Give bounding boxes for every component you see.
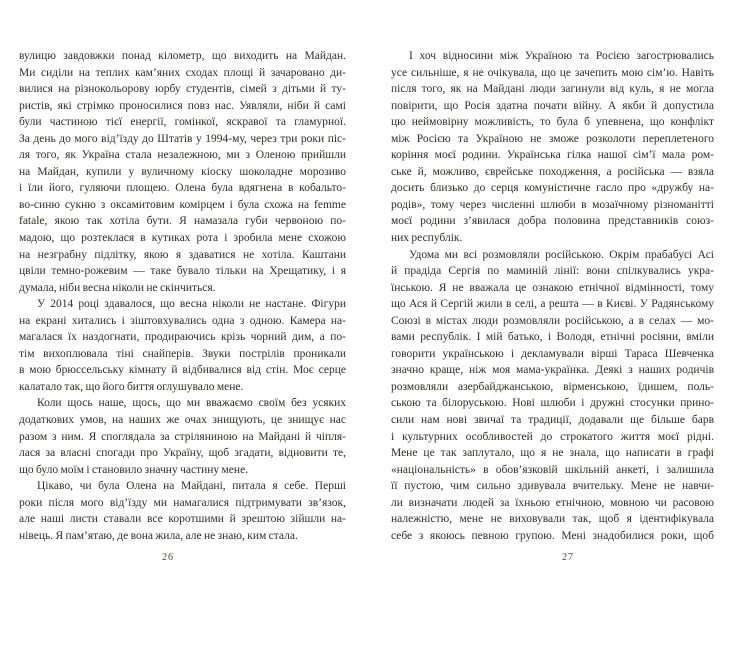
text-line: на незграбну підлітку, якою я здаватися не хотіла. Каштани [19,248,346,261]
text-line: моєї родини з’явилася добра половина представників союз- [391,215,714,228]
text-line: Союзі в містах люди розмовляли російською, а в селах — мо- [391,314,714,327]
text-line: Коли щось наше, щось, що ми вважаємо своїм без усяких [37,397,346,410]
text-line: що було моїм і становило значну частину мене. [19,463,249,476]
text-line: Удома ми всі розмовляли російською. Окрім прабабусі Асі [409,248,714,261]
text-line: нівець. Я пам’ятаю, де вона жила, але не знаю, ким стала. [19,529,298,542]
text-line: Ми сиділи на теплих кам’яних сходах площі й зачаровано ди- [19,66,346,79]
text-line: сили нам нові звичаї та традиції, додавали ще більше барв [391,414,714,427]
text-line: розмовляли азербайджанською, вірменською, їдишем, поль- [391,380,714,393]
text-line: значно краще, ніж моя мама-українка. Деякі з наших родичів [391,364,714,377]
text-line: додаткових умов, на наших же очах знищують, це знищує нас [19,414,346,427]
text-line: вулицю завдовжки понад кілометр, що виходить на Майдан. [19,50,346,62]
text-line: лася за власні спогади про Україну, щоб згадати, відновити те, [19,447,346,460]
text-line: ристів, які стрімко проносилися повз нас. Уявляли, ніби й самі [19,99,346,112]
text-line: во-синю сукню з оксамитовим комірцем і була схожа на femme [19,198,346,211]
text-line: її пустою, чим сильно здивувала вчительку. Мене не навчи- [391,480,714,493]
text-line: калатало так, що його биття оглушувало мене. [19,380,244,393]
text-line: на Майдан, купили у вуличному кіоску шоколадне морозиво [19,165,346,178]
text-line: на екрані хитались і зіштовхувались одна з одною. Камера на- [19,314,346,327]
text-line: належністю, мене не виховували так, щоб я ідентифікувала [391,513,714,526]
page-text-right [391,48,714,544]
text-line: родів», тому через численні шлюби в мозаїчному різноманітті [391,198,714,211]
text-line: роки після мого від’їзду ми намагалися підтримувати зв’язок, [19,496,346,509]
text-line: думала, ніби весна ніколи не скінчиться. [19,281,216,294]
text-line: разом з ним. Я споглядала за стріляниною на Майдані й чіпля- [19,430,346,443]
text-line: між Росією та Україною не зможе розколоти переплетеного [391,132,714,145]
text-line: ське й, можливо, єврейське походження, а російська — взяла [391,165,714,178]
text-line: були частиною тієї енергії, гомінкої, яскравої та гламурної. [19,116,346,129]
page-number-left: 26 [162,552,174,563]
text-line: і їли його, гуляючи площею. Олена була вдягнена в кобальто- [19,182,346,195]
text-line: цвіли темно-рожевим — таке бувало тільки на Хрещатику, і я [19,265,346,278]
page-text-left [19,48,346,544]
text-line: ли визначати людей за їхньою етнічною, мовною чи расовою [391,496,714,509]
text-line: Мене це так заплутало, що я не знала, що написати в графі [391,447,714,460]
page-number-right: 27 [562,552,574,563]
text-line: але наші листи ставали все коротшими й зрештою зійшли на- [19,513,346,526]
text-line: після того, як на Майдані люди загинули від куль, я не могла [391,83,714,96]
text-line: й прадіда Сергія по маминій лінії: вони спілкувались укра- [391,265,714,278]
text-line: що Ася й Сергій жили в селі, а решта — в Києві. У Радянському [391,298,714,311]
text-line: fatale, якою так хотіла бути. Я намазала губи червоною по- [19,215,346,228]
text-line: досить близько до серця комуністичне гасло про «дружбу на- [391,182,714,195]
text-line: повірити, що Росія здатна почати війну. А якби й допустила [391,99,714,112]
text-line: мадою, що розтеклася в кутиках рота і зробила мене схожою [19,232,346,245]
text-line: вилися на різнокольорову юрбу студентів, сімей з дітьми й ту- [19,83,346,96]
text-line: ською та білоруською. Нові шлюби і дружні стосунки прино- [391,397,714,410]
text-line: магалася їх наздогнати, продираючись крізь чорний дим, а по- [19,331,346,344]
text-line: себе з якоюсь певною групою. Мені знадобилися роки, щоб [391,529,714,542]
text-line: У 2014 році здавалося, що весна ніколи не настане. Фігури [37,298,346,311]
text-line: Цікаво, чи була Олена на Майдані, питала я себе. Перші [37,480,346,493]
text-line: цю неймовірну можливість, то була б упевнена, що конфлікт [391,116,714,129]
text-line: і культурних особливостей до строкатого життя моєї рідні. [391,430,714,443]
text-line: вами республік. І мій батько, і Володя, етнічні росіяни, вміли [391,331,714,344]
text-line: в мою брюссельську кімнату й відбивалися від стін. Моє серце [19,364,346,377]
text-line: них республік. [391,232,463,245]
text-line: ля того, як Україна стала незалежною, ми з Оленою прийшли [19,149,346,162]
text-line: їнською. Я не вважала це ознакою етнічної відмінності, тому [391,281,714,294]
text-line: За день до мого від’їзду до Штатів у 1994-му, через три роки піс- [19,132,346,145]
text-line: коріння моєї родини. Українська гілка нашої сім’ї мала ром- [391,149,714,162]
text-line: усе сильніше, я не очікувала, що це зачепить мою сім’ю. Навіть [391,66,714,79]
text-line: І хоч відносини між Україною та Росією загострювались [409,50,714,62]
text-line: тім вихоплювала тіні снайперів. Звуки пострілів проникали [19,347,346,360]
text-line: «національність» в обов’язковій шкільній анкеті, і залишила [391,463,714,476]
text-line: говорити українською і декламували вірші Тараса Шевченка [391,347,714,360]
